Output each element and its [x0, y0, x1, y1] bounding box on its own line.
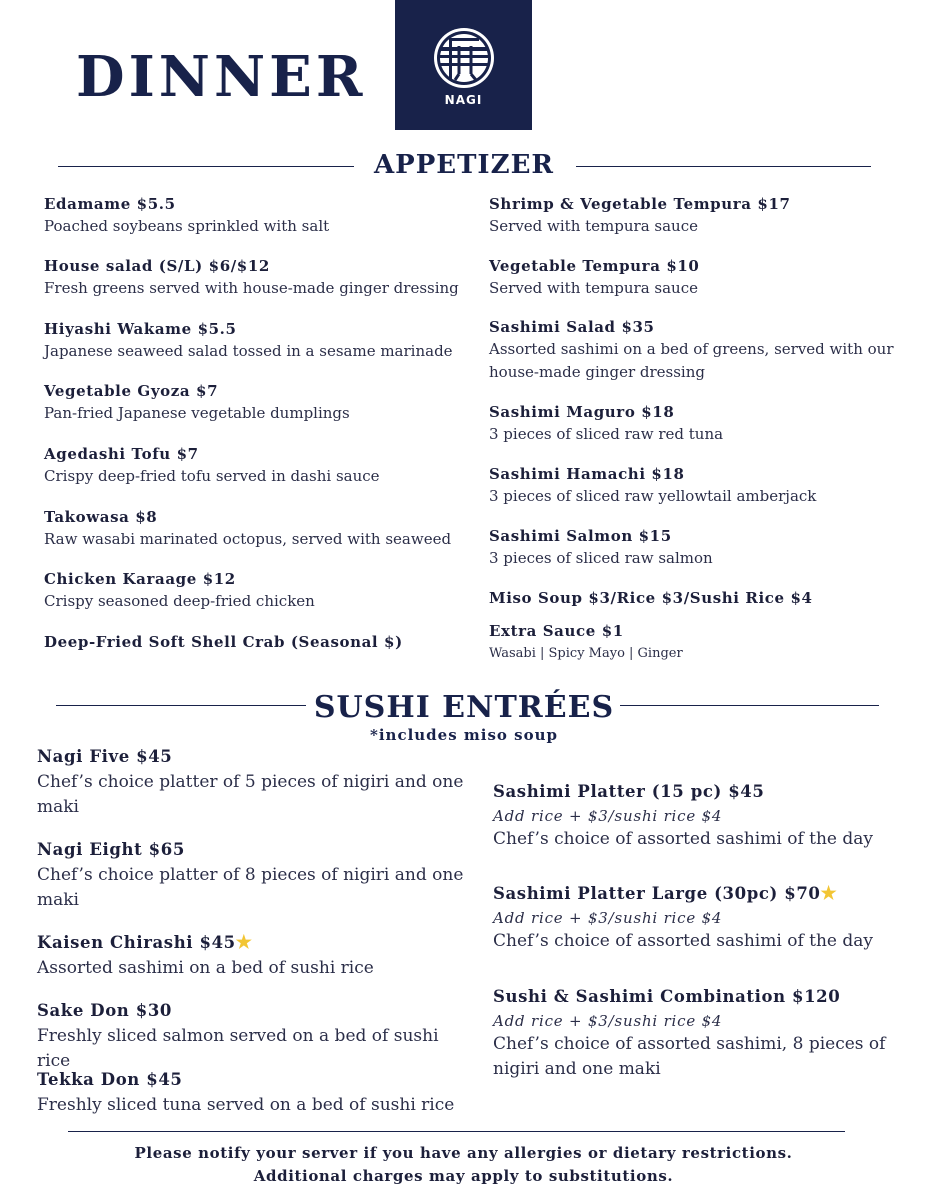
star-icon: ★: [235, 932, 253, 953]
item-name: Takowasa $8: [44, 508, 158, 526]
item-name: Extra Sauce $1: [489, 622, 624, 640]
item-name: House salad (S/L) $6/$12: [44, 257, 270, 275]
item-name: Miso Soup $3/Rice $3/Sushi Rice $4: [489, 589, 813, 607]
menu-item: [493, 779, 903, 852]
nagi-emblem-icon: [429, 26, 499, 92]
item-name: [493, 881, 903, 907]
menu-item: [37, 837, 477, 913]
menu-item: [37, 744, 477, 820]
page-title: DINNER: [76, 44, 367, 110]
item-desc: Chef’s choice of assorted sashimi, 8 pieces of nigiri and one maki: [493, 1034, 886, 1079]
item-addon: Add rice + $3/sushi rice $4: [493, 909, 723, 927]
item-name: Shrimp & Vegetable Tempura $17: [489, 195, 791, 213]
item-desc: Chef’s choice platter of 8 pieces of nigiri and one maki: [37, 865, 464, 910]
item-desc: Crispy deep-fried tofu served in dashi sauce: [44, 467, 380, 485]
item-desc: Chef’s choice platter of 5 pieces of nigiri and one maki: [37, 772, 464, 817]
item-name-text: Kaisen Chirashi $45: [37, 933, 236, 952]
item-name-text: Sashimi Platter Large (30pc) $70: [493, 884, 821, 903]
item-name: Edamame $5.5: [44, 195, 176, 213]
item-desc: Chef’s choice of assorted sashimi of the day: [493, 931, 874, 951]
item-desc: Served with tempura sauce: [489, 217, 698, 235]
appetizer-rule-left: [58, 166, 354, 167]
item-name: Hiyashi Wakame $5.5: [44, 320, 237, 338]
item-desc: Pan-fried Japanese vegetable dumplings: [44, 404, 350, 422]
footer-line-2: Additional charges may apply to substitutions.: [253, 1167, 674, 1185]
footer-rule: [68, 1131, 845, 1132]
menu-item: [489, 316, 909, 384]
item-name: Sashimi Hamachi $18: [489, 465, 685, 483]
sushi-rule-left: [56, 705, 306, 706]
item-desc: Freshly sliced tuna served on a bed of sushi rice: [37, 1095, 455, 1115]
menu-item: [44, 193, 329, 238]
item-desc: 3 pieces of sliced raw yellowtail amberjack: [489, 487, 817, 505]
appetizer-title: APPETIZER: [373, 150, 554, 180]
menu-item: [44, 568, 315, 613]
menu-item: [37, 1067, 477, 1118]
menu-item: [493, 881, 903, 954]
item-desc: Fresh greens served with house-made ginger dressing: [44, 279, 459, 297]
item-name: Sushi & Sashimi Combination $120: [493, 987, 841, 1006]
menu-item: [44, 443, 380, 488]
nagi-logo: [395, 0, 532, 130]
item-name: Sashimi Salmon $15: [489, 527, 672, 545]
sushi-subtitle: *includes miso soup: [370, 726, 558, 744]
item-name: Vegetable Gyoza $7: [44, 382, 219, 400]
menu-item: [489, 525, 713, 570]
item-name: Nagi Eight $65: [37, 840, 185, 859]
menu-item: [44, 318, 453, 363]
item-desc: Assorted sashimi on a bed of greens, served with our house-made ginger dressing: [489, 340, 894, 381]
menu-item: [489, 401, 723, 446]
item-addon: Add rice + $3/sushi rice $4: [493, 1012, 723, 1030]
item-name: Agedashi Tofu $7: [44, 445, 199, 463]
item-desc: Japanese seaweed salad tossed in a sesame marinade: [44, 342, 453, 360]
menu-item: [489, 193, 791, 238]
sushi-title: SUSHI ENTRÉES: [313, 690, 615, 725]
item-name: Tekka Don $45: [37, 1070, 183, 1089]
item-name: Sashimi Maguro $18: [489, 403, 675, 421]
logo-text: NAGI: [444, 93, 483, 107]
item-name: Chicken Karaage $12: [44, 570, 236, 588]
item-desc: 3 pieces of sliced raw red tuna: [489, 425, 724, 443]
footer-notice: [0, 1142, 927, 1188]
item-desc: Assorted sashimi on a bed of sushi rice: [37, 958, 374, 978]
item-addon: Add rice + $3/sushi rice $4: [493, 807, 723, 825]
menu-item: [489, 587, 813, 609]
item-desc: Freshly sliced salmon served on a bed of sushi rice: [37, 1026, 439, 1071]
item-desc: Wasabi | Spicy Mayo | Ginger: [489, 646, 683, 661]
item-name: Deep-Fried Soft Shell Crab (Seasonal $): [44, 633, 403, 651]
menu-item: [489, 463, 816, 508]
item-desc: Poached soybeans sprinkled with salt: [44, 217, 330, 235]
menu-item: [489, 255, 699, 300]
menu-item: [37, 930, 477, 981]
sushi-rule-right: [620, 705, 879, 706]
footer-line-1: Please notify your server if you have any allergies or dietary restrictions.: [134, 1144, 793, 1162]
item-name: Sake Don $30: [37, 1001, 172, 1020]
item-desc: Raw wasabi marinated octopus, served with seaweed: [44, 530, 452, 548]
menu-item: [44, 380, 350, 425]
menu-item: [44, 631, 403, 653]
appetizer-rule-right: [576, 166, 871, 167]
item-desc: 3 pieces of sliced raw salmon: [489, 549, 713, 567]
menu-item: [37, 998, 477, 1074]
menu-item: [493, 984, 903, 1082]
item-name: Nagi Five $45: [37, 747, 173, 766]
item-desc: Chef’s choice of assorted sashimi of the day: [493, 829, 874, 849]
menu-item: [44, 506, 451, 551]
item-name: Vegetable Tempura $10: [489, 257, 700, 275]
menu-item: [489, 620, 683, 665]
star-icon: ★: [820, 883, 838, 904]
item-name: Sashimi Salad $35: [489, 318, 655, 336]
menu-item: [44, 255, 459, 300]
item-desc: Served with tempura sauce: [489, 279, 698, 297]
item-name: [37, 930, 477, 956]
item-desc: Crispy seasoned deep-fried chicken: [44, 592, 315, 610]
item-name: Sashimi Platter (15 pc) $45: [493, 782, 765, 801]
